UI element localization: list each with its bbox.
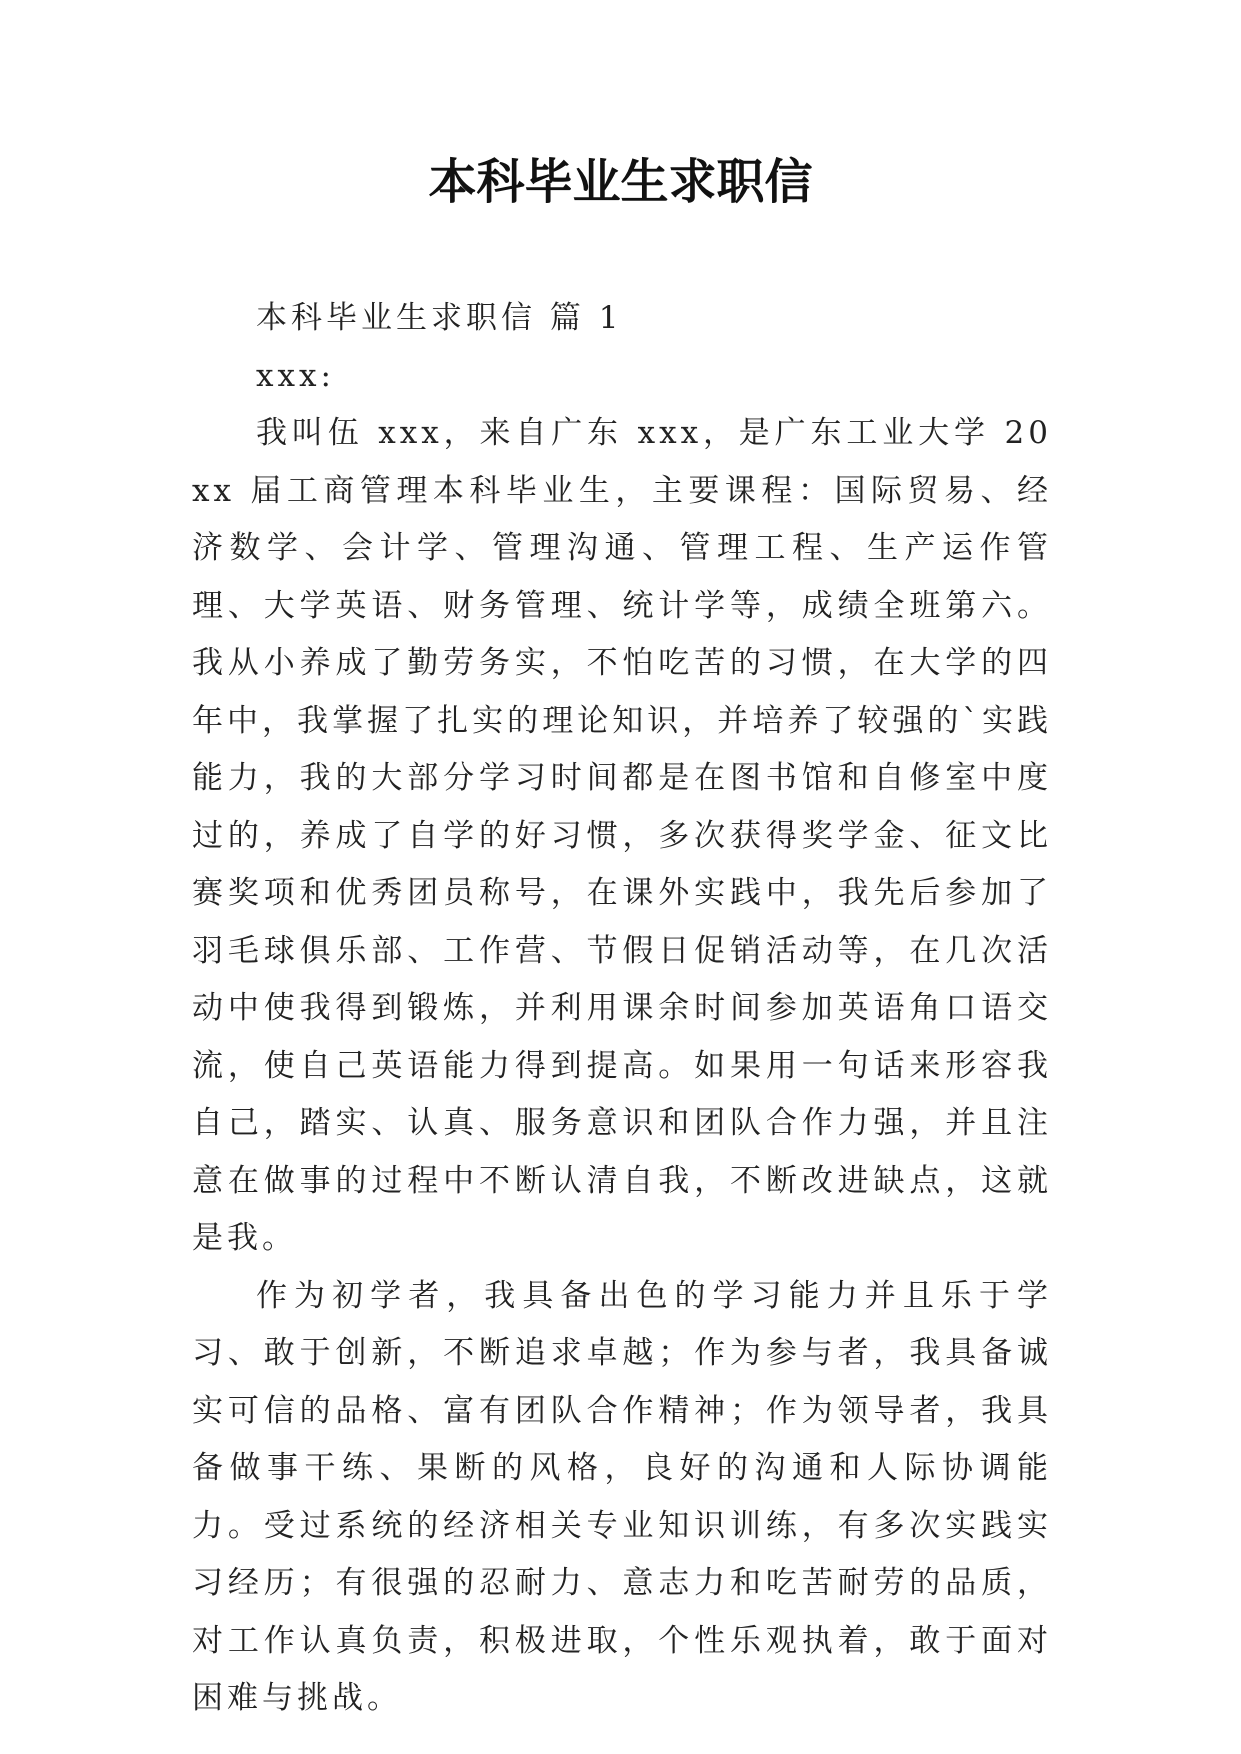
document-title: 本科毕业生求职信 xyxy=(428,154,813,210)
body-paragraph-1: 我叫伍 xxx，来自广东 xxx，是广东工业大学 20xx 届工商管理本科毕业生，主要课程：国际贸易、经济数学、会计学、管理沟通、管理工程、生产运作管理、大学英语、财务管理、统计学等，成绩全班第六。我从小养成了勤劳务实，不怕吃苦的习惯，在大学的四年中，我掌握了扎实的理论知识，并培养了较强的`实践能力，我的大部分学习时间都是在图书馆和自修室中度过的，养成了自学的好习惯，多次获得奖学金、征文比赛奖项和优秀团员称号，在课外实践中，我先后参加了羽毛球俱乐部、工作营、节假日促销活动等，在几次活动中使我得到锻炼，并利用课余时间参加英语角口语交流，使自己英语能力得到提高。如果用一句话来形容我自己，踏实、认真、服务意识和团队合作力强，并且注意在做事的过程中不断认清自我，不断改进缺点，这就是我。 xyxy=(192,415,1052,1256)
salutation: xxx: xyxy=(256,357,335,394)
body-paragraph-2: 作为初学者，我具备出色的学习能力并且乐于学习、敢于创新，不断追求卓越；作为参与者，我具备诚实可信的品格、富有团队合作精神；作为领导者，我具备做事干练、果断的风格，良好的沟通和人际协调能力。受过系统的经济相关专业知识训练，有多次实践实习经历；有很强的忍耐力、意志力和吃苦耐劳的品质，对工作认真负责，积极进取，个性乐观执着，敢于面对困难与挑战。 xyxy=(192,1277,1052,1716)
section-heading: 本科毕业生求职信 篇 1 xyxy=(256,300,623,336)
document-body xyxy=(192,290,1052,1728)
